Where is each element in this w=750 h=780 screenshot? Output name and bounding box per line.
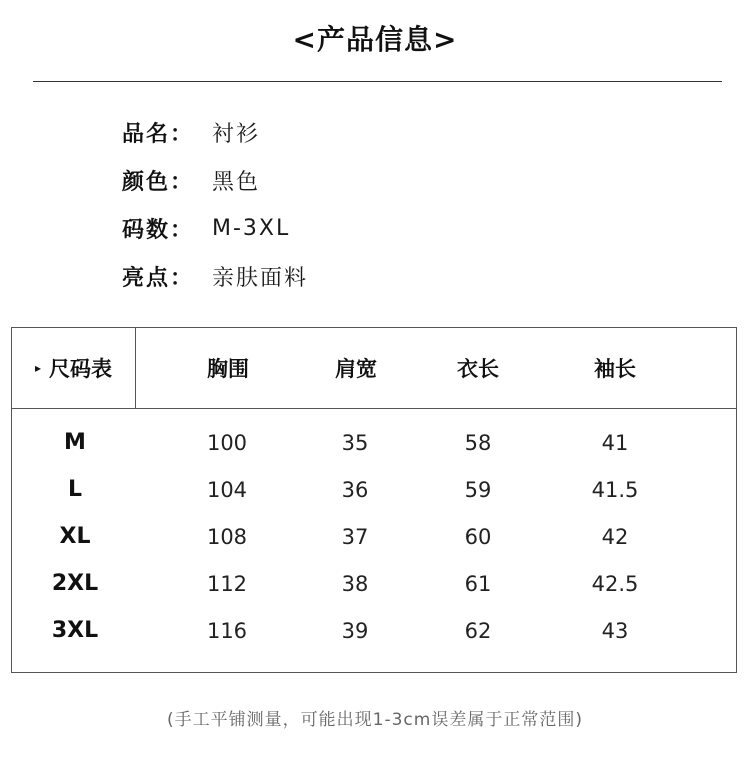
sleeve-cell: 41: [601, 430, 629, 455]
table-row: [12, 466, 736, 513]
chest-cell: 108: [206, 524, 248, 549]
info-value: 衬衫: [212, 121, 261, 147]
product-info: [122, 108, 308, 300]
info-label: 颜色：: [122, 169, 195, 195]
column-header-length: 衣长: [457, 357, 499, 381]
table-row: [12, 560, 736, 607]
sleeve-cell: 43: [601, 618, 629, 643]
chest-cell: 112: [206, 571, 248, 596]
length-cell: 62: [464, 618, 492, 643]
length-cell: 60: [464, 524, 492, 549]
info-row-color: [122, 156, 308, 204]
size-cell: L: [67, 477, 83, 502]
sleeve-cell: 42.5: [591, 571, 639, 596]
length-cell: 58: [464, 430, 492, 455]
size-chart-label: [12, 328, 136, 408]
column-header-chest: 胸围: [207, 357, 249, 381]
info-row-highlight: [122, 252, 308, 300]
column-header-shoulder: 肩宽: [335, 357, 377, 381]
triangle-right-icon: ▸: [34, 361, 42, 375]
chest-cell: 116: [206, 618, 248, 643]
shoulder-cell: 39: [341, 618, 369, 643]
size-cell: M: [64, 430, 86, 455]
table-row: [12, 607, 736, 654]
size-cell: 2XL: [51, 571, 99, 596]
info-label: 亮点：: [122, 265, 195, 291]
title-divider: [33, 81, 722, 82]
measurement-note: (手工平铺测量，可能出现1-3cm误差属于正常范围): [167, 710, 583, 730]
info-label: 品名：: [122, 121, 195, 147]
table-row: [12, 513, 736, 560]
info-row-sizes: [122, 204, 308, 252]
info-row-name: [122, 108, 308, 156]
info-value: M-3XL: [212, 215, 291, 241]
table-body: [12, 419, 736, 654]
size-chart-table: [11, 327, 737, 673]
size-cell: 3XL: [51, 618, 99, 643]
sleeve-cell: 42: [601, 524, 629, 549]
shoulder-cell: 36: [341, 477, 369, 502]
info-label: 码数：: [122, 217, 195, 243]
length-cell: 59: [464, 477, 492, 502]
table-header: [12, 328, 736, 409]
chest-cell: 104: [206, 477, 248, 502]
page-title: <产品信息>: [292, 23, 458, 56]
column-header-sleeve: 袖长: [594, 357, 636, 381]
chest-cell: 100: [206, 430, 248, 455]
shoulder-cell: 37: [341, 524, 369, 549]
info-value: 黑色: [212, 169, 261, 195]
size-cell: XL: [59, 524, 91, 549]
shoulder-cell: 38: [341, 571, 369, 596]
info-value: 亲肤面料: [212, 265, 309, 291]
length-cell: 61: [464, 571, 492, 596]
sleeve-cell: 41.5: [591, 477, 639, 502]
shoulder-cell: 35: [341, 430, 369, 455]
table-row: [12, 419, 736, 466]
size-chart-title: 尺码表: [49, 357, 113, 381]
